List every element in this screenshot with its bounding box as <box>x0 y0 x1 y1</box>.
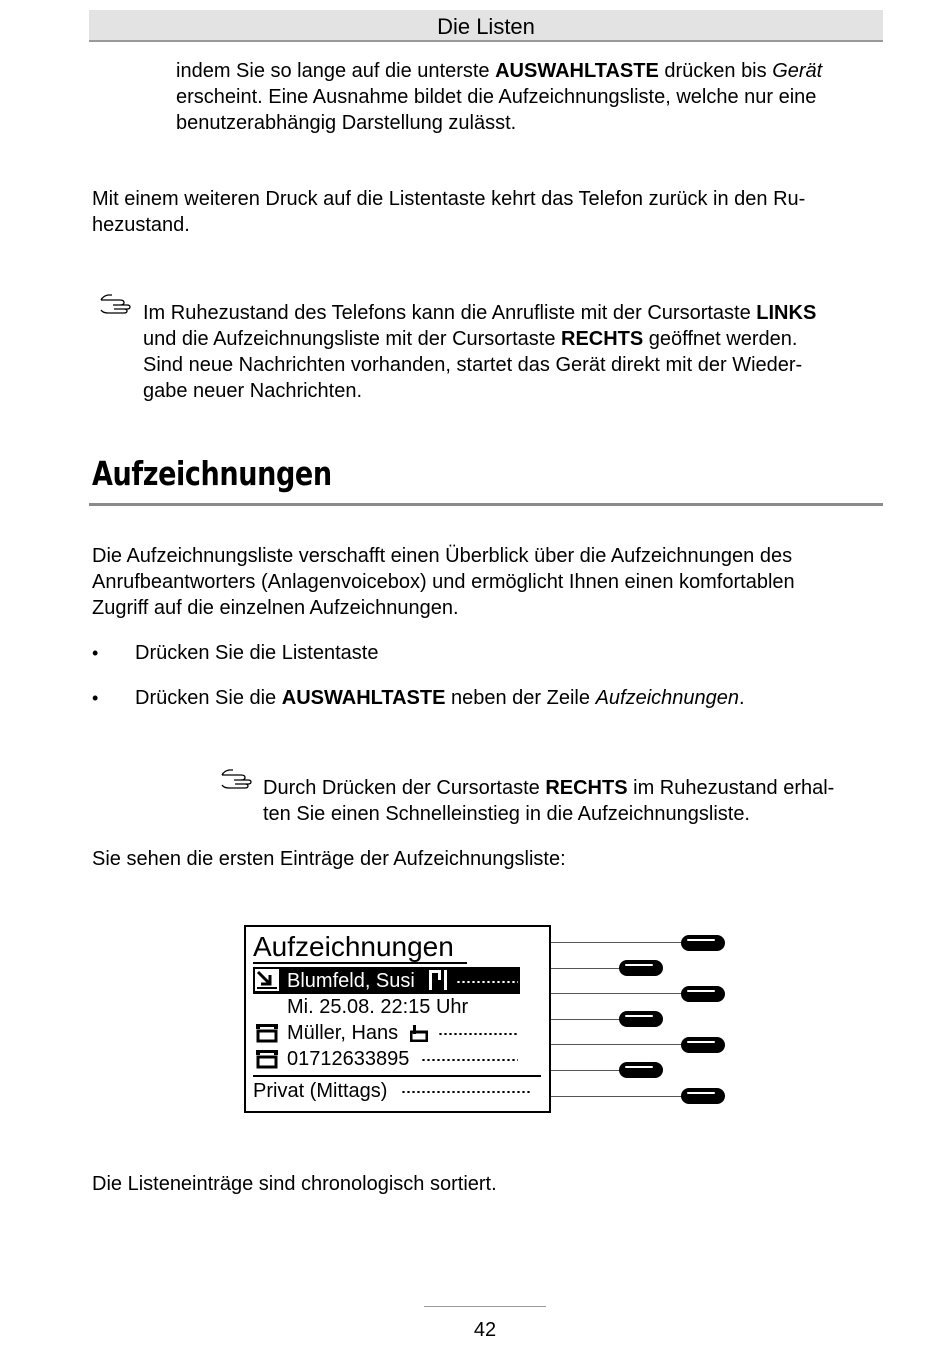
display-row-number: 01712633895 <box>287 1048 410 1070</box>
selection-key-right-3[interactable] <box>681 1037 725 1053</box>
footer-divider <box>424 1306 546 1307</box>
note1-line3: Sind neue Nachrichten vorhanden, startet das Gerät direkt mit der Wieder- <box>143 354 803 376</box>
para1-line1: indem Sie so lange auf die unterste AUSWAHLTASTE drücken bis Gerät <box>176 60 823 82</box>
selection-key-right-1[interactable] <box>681 935 725 951</box>
note1-line1: Im Ruhezustand des Telefons kann die Anrufliste mit der Cursortaste LINKS <box>143 302 817 324</box>
para3-line3: Zugriff auf die einzelnen Aufzeichnungen. <box>92 597 459 619</box>
display-row-name-1: Blumfeld, Susi <box>287 970 415 992</box>
page-number: 42 <box>473 1319 497 1341</box>
para2-line2: hezustand. <box>92 214 190 236</box>
selection-key-left-1[interactable] <box>619 960 663 976</box>
key-leader-line <box>551 993 683 994</box>
display-dot-leader <box>438 1033 518 1035</box>
display-row-date: Mi. 25.08. 22:15 Uhr <box>287 996 469 1018</box>
para1-line3: benutzerabhängig Darstellung zulässt. <box>176 112 517 134</box>
key-leader-line <box>551 942 683 943</box>
phone-handset-icon <box>254 1047 280 1069</box>
display-dot-leader <box>421 1059 518 1061</box>
page-header-title: Die Listen <box>437 14 535 39</box>
bullet-marker: • <box>92 643 99 663</box>
section-heading: Aufzeichnungen <box>92 454 332 493</box>
key-leader-line <box>551 1070 621 1071</box>
note1-line4: gabe neuer Nachrichten. <box>143 380 363 402</box>
display-bottom-divider <box>253 1075 541 1077</box>
key-leader-line <box>551 968 621 969</box>
phone-handset-icon <box>254 1021 280 1043</box>
section-divider <box>89 503 883 506</box>
key-leader-line <box>551 1096 683 1097</box>
note2-line1: Durch Drücken der Cursortaste RECHTS im Ruhezustand erhal- <box>263 777 835 799</box>
key-leader-line <box>551 1019 621 1020</box>
para4-line1: Sie sehen die ersten Einträge der Aufzeichnungsliste: <box>92 848 566 870</box>
pointing-hand-icon <box>100 294 134 314</box>
flag-icon <box>428 969 450 991</box>
selection-key-right-4[interactable] <box>681 1088 725 1104</box>
key-leader-line <box>551 1044 683 1045</box>
display-title-underline <box>253 962 467 964</box>
mailbox-icon <box>410 1024 428 1042</box>
para3-line1: Die Aufzeichnungsliste verschafft einen Überblick über die Aufzeichnungen des <box>92 545 793 567</box>
note2-line2: ten Sie einen Schnelleinstieg in die Aufzeichnungsliste. <box>263 803 750 825</box>
selection-key-right-2[interactable] <box>681 986 725 1002</box>
incoming-arrow-icon <box>255 969 279 991</box>
selection-key-left-3[interactable] <box>619 1062 663 1078</box>
display-row-name-2: Müller, Hans <box>287 1022 399 1044</box>
display-row-privat: Privat (Mittags) <box>253 1080 388 1102</box>
pointing-hand-icon <box>221 769 255 789</box>
display-dot-leader <box>401 1091 532 1093</box>
para1-line2: erscheint. Eine Ausnahme bildet die Aufzeichnungsliste, welche nur eine <box>176 86 817 108</box>
display-title: Aufzeichnungen <box>253 931 454 962</box>
bullet1-text: Drücken Sie die Listentaste <box>135 642 379 664</box>
para2-line1: Mit einem weiteren Druck auf die Listentaste kehrt das Telefon zurück in den Ru- <box>92 188 806 210</box>
bullet2-text: Drücken Sie die AUSWAHLTASTE neben der Zeile Aufzeichnungen. <box>135 687 745 709</box>
note1-line2: und die Aufzeichnungsliste mit der Cursortaste RECHTS geöffnet werden. <box>143 328 798 350</box>
display-dot-leader <box>456 981 518 983</box>
para3-line2: Anrufbeantworters (Anlagenvoicebox) und ermöglicht Ihnen einen komfortablen <box>92 571 795 593</box>
bullet-marker: • <box>92 688 99 708</box>
para5-line1: Die Listeneinträge sind chronologisch sortiert. <box>92 1173 497 1195</box>
selection-key-left-2[interactable] <box>619 1011 663 1027</box>
